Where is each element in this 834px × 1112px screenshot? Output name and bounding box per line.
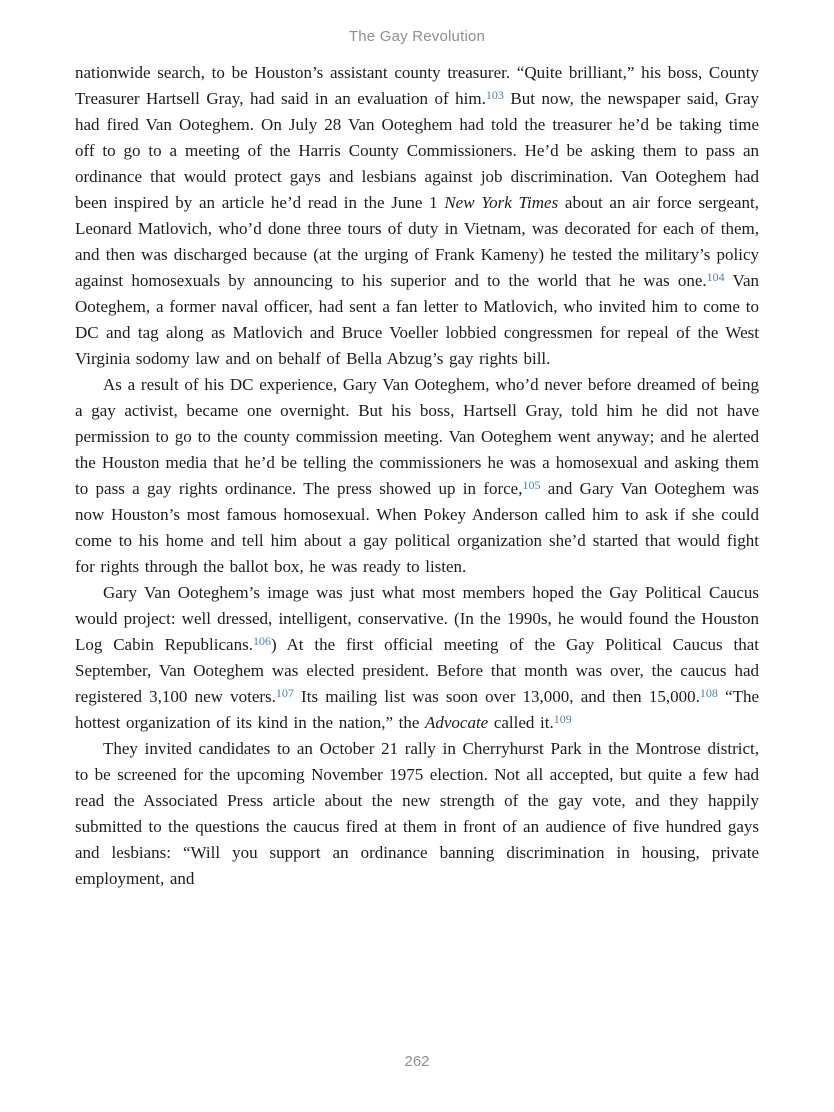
text-run: ) At the first official meeting of the Gay Political Caucus that September, Van Ooteghem was elected president. Before that month was over, the caucus had registered 3,100 new voters. [75, 635, 759, 706]
paragraph [75, 580, 759, 736]
footnote-ref-105[interactable]: 105 [522, 478, 541, 492]
text-run: They invited candidates to an October 21 rally in Cherryhurst Park in the Montrose district, to be screened for the upcoming November 1975 election. Not all accepted, but quite a few had read the Associated Press article about the new strength of the gay vote, and they happily submitted to the questions the caucus fired at them in front of an audience of five hundred gays and lesbians: “Will you support an ordinance banning discrimination in housing, private employment, and [75, 739, 759, 888]
text-run: nationwide search, to be Houston’s assistant county treasurer. “Quite brilliant,” his boss, County Treasurer Hartsell Gray, had said in an evaluation of him. [75, 63, 759, 108]
text-run: called it. [488, 713, 554, 732]
footnote-ref-104[interactable]: 104 [706, 270, 725, 284]
footnote-ref-108[interactable]: 108 [699, 686, 718, 700]
text-run: Van Ooteghem, a former naval officer, had sent a fan letter to Matlovich, who invited him to come to DC and tag along as Matlovich and Bruce Voeller lobbied congressmen for repeal of the West Virginia sodomy law and on behalf of Bella Abzug’s gay rights bill. [75, 271, 759, 368]
running-header: The Gay Revolution [348, 28, 486, 45]
text-run: But now, the newspaper said, Gray had fired Van Ooteghem. On July 28 Van Ooteghem had told the treasurer he’d be taking time off to go to a meeting of the Harris County Commissioners. He’d be asking them to pass an ordinance that would protect gays and lesbians against job discrimination. Van Ooteghem had been inspired by an article he’d read in the June 1 [75, 89, 759, 212]
paragraph [75, 60, 759, 372]
paragraph [75, 736, 759, 892]
page-number: 262 [404, 1053, 430, 1070]
italic-text-run: Advocate [424, 713, 489, 732]
paragraph [75, 372, 759, 580]
footnote-ref-109[interactable]: 109 [553, 712, 572, 726]
page-text [75, 60, 759, 892]
text-run: As a result of his DC experience, Gary Van Ooteghem, who’d never before dreamed of being a gay activist, became one overnight. But his boss, Hartsell Gray, told him he did not have permission to go to the county commission meeting. Van Ooteghem went anyway; and he alerted the Houston media that he’d be telling the commissioners he was a homosexual and asking them to pass a gay rights ordinance. The press showed up in force, [75, 375, 759, 498]
text-run: and Gary Van Ooteghem was now Houston’s most famous homosexual. When Pokey Anderson called him to ask if she could come to his home and tell him about a gay political organization she’d started that would fight for rights through the ballot box, he was ready to listen. [75, 479, 759, 576]
text-run: “The hottest organization of its kind in the nation,” the [75, 687, 760, 732]
text-run: Its mailing list was soon over 13,000, and then 15,000. [293, 687, 700, 706]
footnote-ref-107[interactable]: 107 [275, 686, 294, 700]
text-run: about an air force sergeant, Leonard Matlovich, who’d done three tours of duty in Vietnam, was decorated for each of them, and then was discharged because (at the urging of Frank Kameny) he tested the military’s policy against homosexuals by announcing to his superior and to the world that he was one. [75, 193, 759, 290]
footnote-ref-103[interactable]: 103 [485, 88, 504, 102]
text-run: Gary Van Ooteghem’s image was just what most members hoped the Gay Political Caucus would project: well dressed, intelligent, conservative. (In the 1990s, he would found the Houston Log Cabin Republicans. [75, 583, 759, 654]
footnote-ref-106[interactable]: 106 [252, 634, 271, 648]
italic-text-run: New York Times [444, 193, 559, 212]
